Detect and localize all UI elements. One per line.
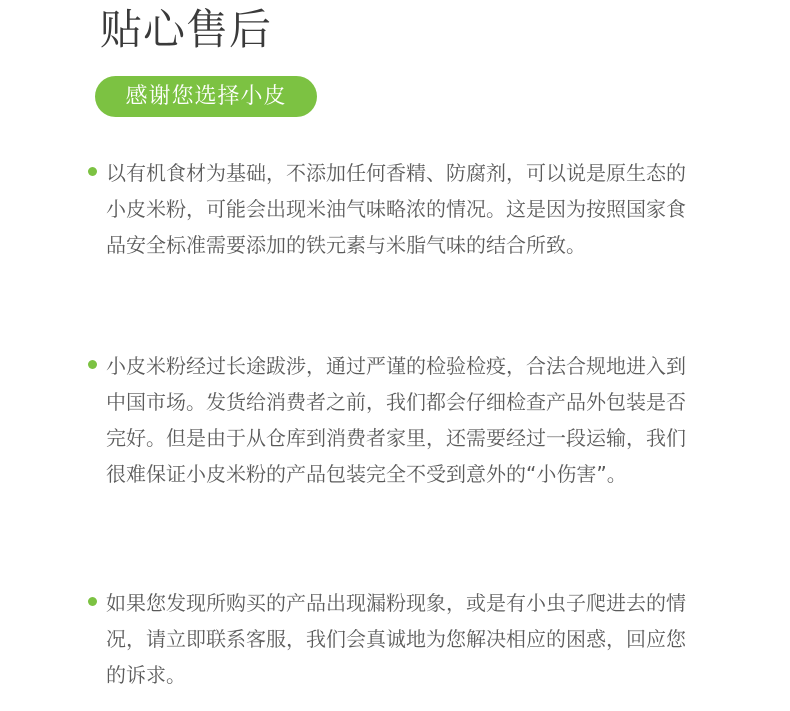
section-paragraph: 如果您发现所购买的产品出现漏粉现象，或是有小虫子爬进去的情况，请立即联系客服，我们会真诚地为您解决相应的困惑，回应您的诉求。 [106, 591, 686, 687]
section-paragraph: 小皮米粉经过长途跋涉，通过严谨的检验检疫，合法合规地进入到中国市场。发货给消费者之前，我们都会仔细检查产品外包装是否完好。但是由于从仓库到消费者家里，还需要经过一段运输，我们很难保证小皮米粉的产品包装完全不受到意外的“小伤害”。 [106, 354, 686, 486]
after-sales-section-quality [88, 155, 698, 263]
section-paragraph: 以有机食材为基础，不添加任何香精、防腐剂，可以说是原生态的小皮米粉，可能会出现米油气味略浓的情况。这是因为按照国家食品安全标准需要添加的铁元素与米脂气味的结合所致。 [106, 161, 686, 257]
after-sales-section-shipping [88, 348, 698, 492]
bullet-dot-icon [88, 167, 97, 176]
bullet-dot-icon [88, 597, 97, 606]
after-sales-section-contact [88, 585, 698, 693]
bullet-dot-icon [88, 360, 97, 369]
thanks-badge: 感谢您选择小皮 [95, 76, 317, 117]
page-title: 贴心售后 [100, 5, 273, 54]
